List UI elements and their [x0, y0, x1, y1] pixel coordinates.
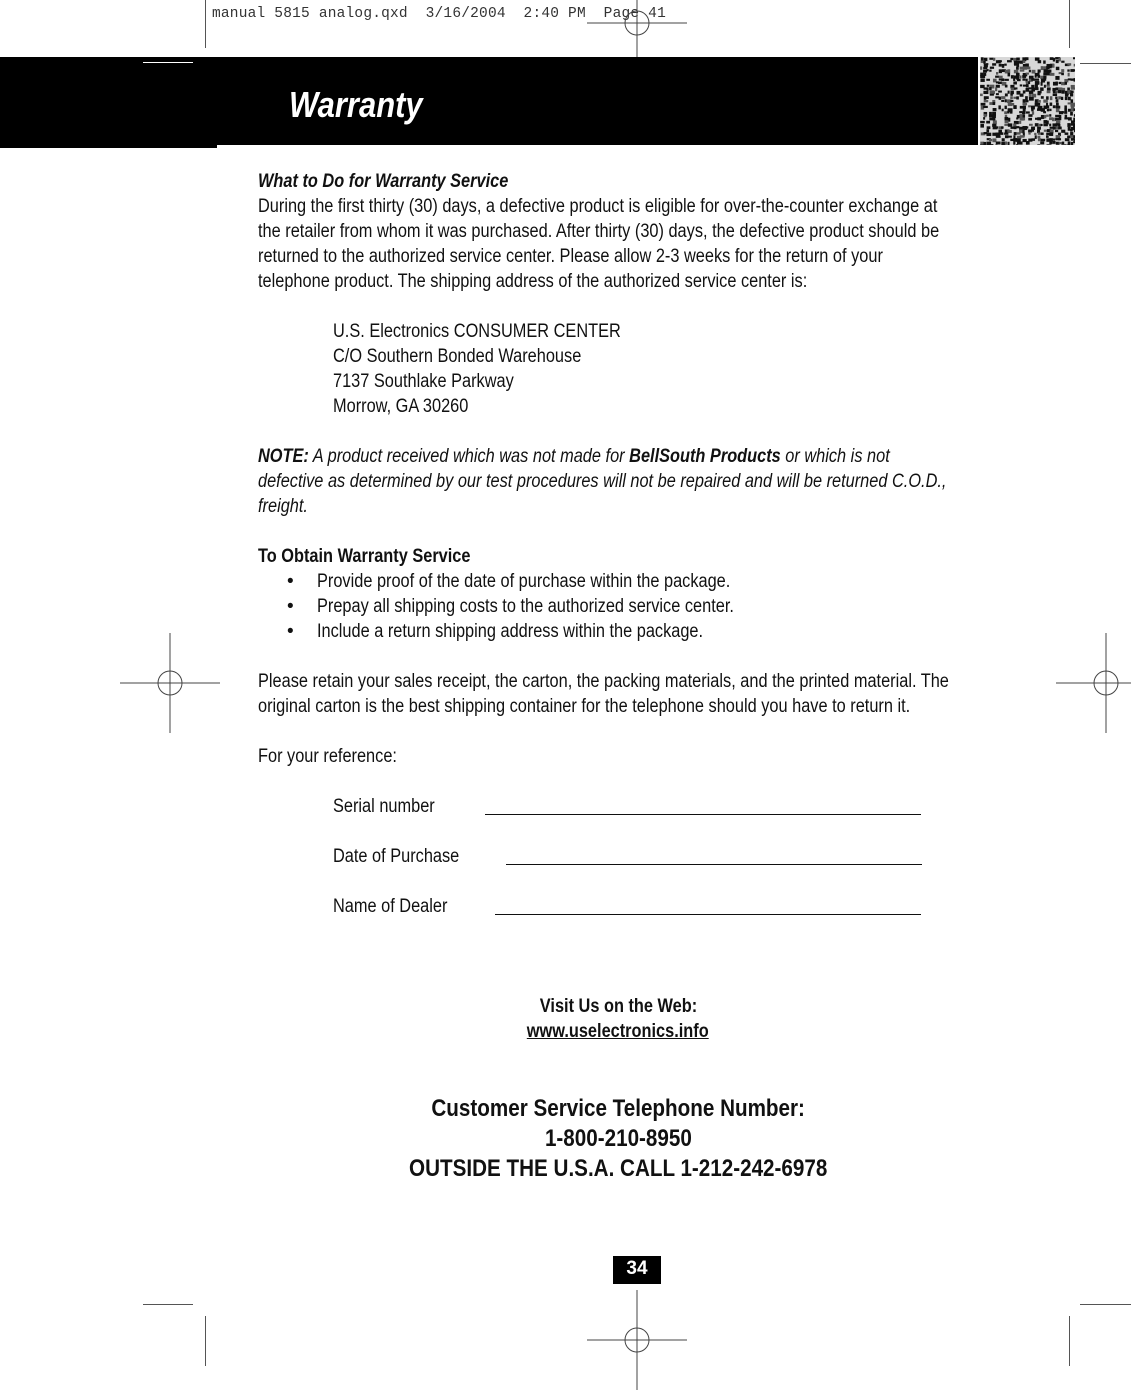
address-line: Morrow, GA 30260: [333, 394, 490, 419]
obtain-service-heading: To Obtain Warranty Service: [258, 544, 505, 569]
crop-mark-top-right-horizontal: [1080, 63, 1131, 64]
paragraph-line: original carton is the best shipping container for the telephone should you have to return it.: [258, 694, 980, 719]
date-of-purchase-field[interactable]: [506, 864, 922, 865]
crop-mark-bottom-left-vertical: [205, 1316, 206, 1366]
bullet-item: Prepay all shipping costs to the authorized service center.: [317, 594, 802, 619]
address-line: C/O Southern Bonded Warehouse: [333, 344, 622, 369]
customer-service-label: Customer Service Telephone Number:: [238, 1094, 998, 1124]
crop-mark-bottom-right-horizontal: [1080, 1304, 1131, 1305]
paragraph-line: returned to the authorized service center. Please allow 2-3 weeks for the return of your: [258, 244, 980, 269]
bullet-item: Include a return shipping address within the package.: [317, 619, 766, 644]
note-label: NOTE:: [258, 446, 309, 467]
web-label: Visit Us on the Web:: [238, 994, 998, 1019]
serial-number-label: Serial number: [333, 794, 451, 819]
halftone-texture-icon: [980, 57, 1075, 145]
name-of-dealer-label: Name of Dealer: [333, 894, 466, 919]
serial-number-field[interactable]: [485, 814, 921, 815]
bullet-item: Provide proof of the date of purchase within the package.: [317, 569, 798, 594]
crop-mark-bottom-left-horizontal: [143, 1304, 193, 1305]
brand-name: BellSouth Products: [629, 446, 781, 467]
customer-service-phone: 1-800-210-8950: [238, 1124, 998, 1154]
bullet-icon: •: [287, 619, 294, 644]
note-line: freight.: [258, 494, 980, 519]
paragraph-line: telephone product. The shipping address of the authorized service center is:: [258, 269, 980, 294]
registration-mark-bottom-icon: [587, 1290, 687, 1390]
website-link[interactable]: www.uselectronics.info: [238, 1019, 998, 1044]
note-line: defective as determined by our test procedures will not be repaired and will be returned C.O.D.,: [258, 469, 980, 494]
paragraph-line: the retailer from whom it was purchased. After thirty (30) days, the defective product should be: [258, 219, 980, 244]
address-line: U.S. Electronics CONSUMER CENTER: [333, 319, 668, 344]
page-number: 34: [613, 1256, 661, 1284]
paragraph-line: Please retain your sales receipt, the carton, the packing materials, and the printed material. The: [258, 669, 980, 694]
paragraph-line: During the first thirty (30) days, a defective product is eligible for over-the-counter exchange at: [258, 194, 980, 219]
print-slug-line: manual 5815 analog.qxd 3/16/2004 2:40 PM Page 41: [212, 6, 666, 22]
note-line: NOTE: A product received which was not made for BellSouth Products or which is not: [258, 444, 980, 469]
header-banner-rule: [143, 62, 193, 63]
reference-intro: For your reference:: [258, 744, 420, 769]
retain-paragraph: [258, 669, 980, 719]
crop-mark-bottom-right-vertical: [1069, 1316, 1070, 1366]
note-paragraph: [258, 444, 980, 519]
bullet-icon: •: [287, 594, 294, 619]
warranty-paragraph: [258, 194, 980, 294]
outside-usa-phone: OUTSIDE THE U.S.A. CALL 1-212-242-6978: [238, 1154, 998, 1184]
registration-mark-right-icon: [1056, 633, 1131, 733]
address-line: 7137 Southlake Parkway: [333, 369, 543, 394]
header-banner: [0, 57, 978, 145]
crop-mark-top-right-vertical: [1069, 0, 1070, 48]
registration-mark-left-icon: [120, 633, 220, 733]
date-of-purchase-label: Date of Purchase: [333, 844, 480, 869]
warranty-service-heading: What to Do for Warranty Service: [258, 169, 549, 194]
name-of-dealer-field[interactable]: [495, 914, 921, 915]
crop-mark-top-left-vertical: [205, 0, 206, 48]
bullet-icon: •: [287, 569, 294, 594]
page-title: Warranty: [289, 83, 444, 127]
header-banner-notch: [0, 145, 217, 148]
